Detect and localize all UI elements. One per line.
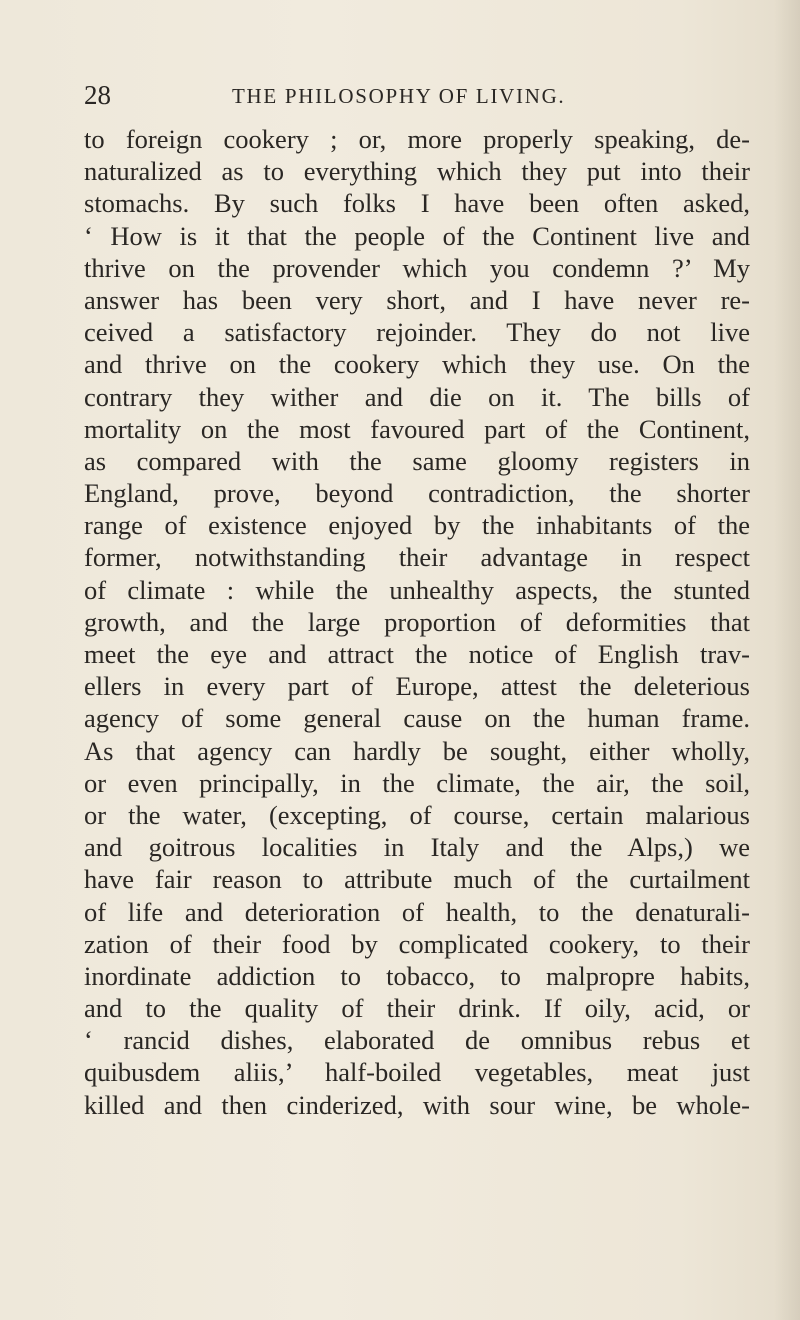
text-line: stomachs. By such folks I have been often asked, [84, 188, 750, 219]
text-line: ‘ How is it that the people of the Continent live and [84, 220, 750, 251]
text-line: inordinate addiction to tobacco, to malpropre habits, [84, 960, 750, 991]
text-line: or the water, (excepting, of course, certain malarious [84, 799, 750, 830]
page-edge-shadow [774, 0, 800, 1320]
text-line: and goitrous localities in Italy and the Alps,) we [84, 832, 750, 863]
text-line: ceived a satisfactory rejoinder. They do not live [84, 317, 750, 348]
text-line: mortality on the most favoured part of the Continent, [84, 413, 750, 444]
text-line: quibusdem aliis,’ half-boiled vegetables, meat just [84, 1057, 750, 1088]
page-number: 28 [84, 80, 111, 110]
text-line: zation of their food by complicated cookery, to their [84, 928, 750, 959]
text-line: growth, and the large proportion of deformities that [84, 606, 750, 637]
text-line: or even principally, in the climate, the air, the soil, [84, 767, 750, 798]
text-line: and to the quality of their drink. If oily, acid, or [84, 993, 750, 1024]
text-line: as compared with the same gloomy registers in [84, 445, 750, 476]
text-line: As that agency can hardly be sought, either wholly, [84, 735, 750, 766]
text-line: killed and then cinderized, with sour wine, be whole- [84, 1089, 750, 1120]
text-line: agency of some general cause on the human frame. [84, 703, 750, 734]
text-line: meet the eye and attract the notice of English trav- [84, 639, 750, 669]
text-line: former, notwithstanding their advantage in respect [84, 542, 750, 573]
running-title: THE PHILOSOPHY OF LIVING. [232, 84, 566, 108]
body-text [84, 123, 750, 1121]
text-line: ellers in every part of Europe, attest the deleterious [84, 671, 750, 702]
text-line: have fair reason to attribute much of the curtailment [84, 864, 750, 895]
text-line: to foreign cookery ; or, more properly speaking, de- [84, 124, 750, 154]
text-line: England, prove, beyond contradiction, the shorter [84, 478, 750, 509]
text-line: of life and deterioration of health, to the denaturali- [84, 896, 750, 927]
text-line: range of existence enjoyed by the inhabitants of the [84, 510, 750, 541]
running-head [84, 80, 744, 120]
text-line: ‘ rancid dishes, elaborated de omnibus rebus et [84, 1025, 750, 1056]
text-line: thrive on the provender which you condemn ?’ My [84, 252, 750, 283]
text-line: answer has been very short, and I have never re- [84, 284, 750, 315]
text-line: of climate : while the unhealthy aspects, the stunted [84, 574, 750, 605]
text-line: naturalized as to everything which they put into their [84, 156, 750, 187]
text-line: and thrive on the cookery which they use. On the [84, 349, 750, 380]
text-line: contrary they wither and die on it. The bills of [84, 381, 750, 412]
